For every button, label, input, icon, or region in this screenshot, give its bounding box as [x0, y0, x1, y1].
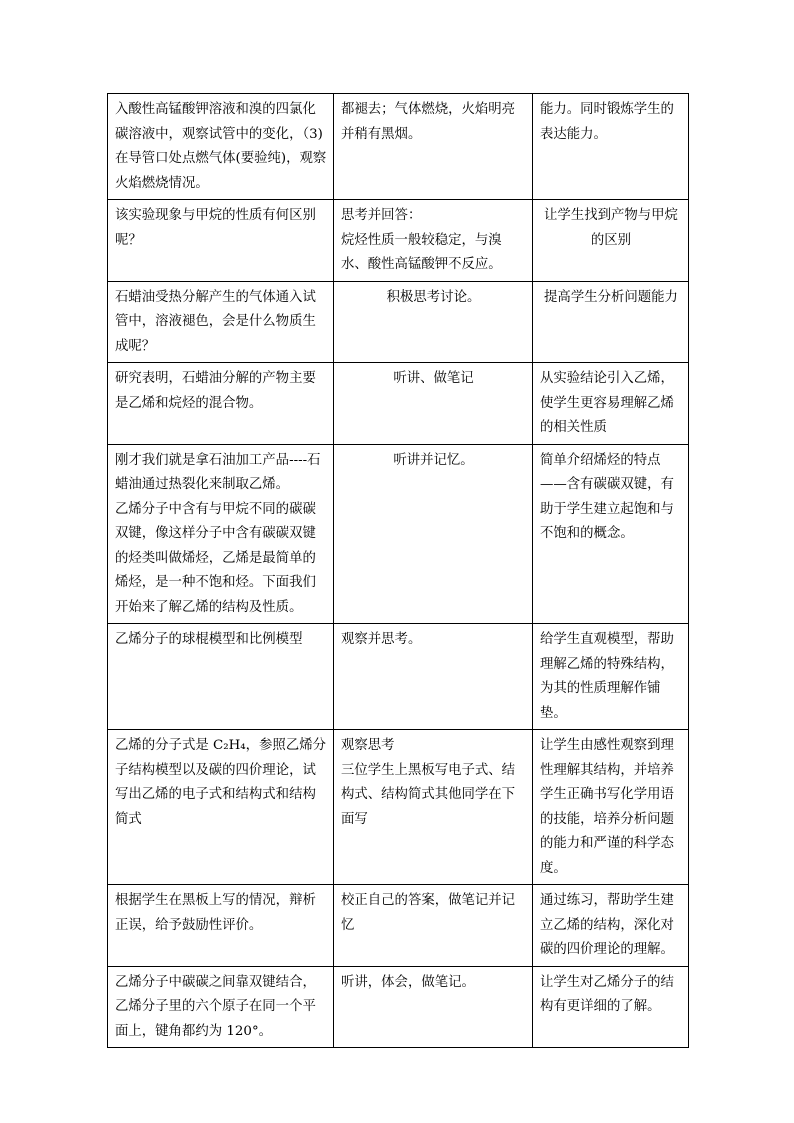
cell-text: 让学生找到产物与甲烷的区别 [544, 208, 678, 248]
cell-text: 思考并回答： [341, 208, 422, 223]
design-purpose-cell [533, 94, 689, 200]
teacher-activity-cell [108, 624, 334, 730]
cell-text: 都褪去；气体燃烧，火焰明亮并稍有黑烟。 [341, 102, 516, 142]
student-activity-cell [334, 885, 533, 967]
cell-text: 简单介绍烯烃的特点——含有碳碳双键，有助于学生建立起饱和与不饱和的概念。 [540, 452, 674, 541]
table-row [108, 730, 689, 885]
table-row [108, 885, 689, 967]
teacher-activity-cell [108, 200, 334, 282]
teacher-activity-cell [108, 281, 334, 363]
design-purpose-cell [533, 363, 689, 445]
cell-text: 给学生直观模型，帮助理解乙烯的特殊结构，为其的性质理解作铺垫。 [540, 632, 674, 721]
student-activity-cell [334, 624, 533, 730]
cell-text: 观察思考 [341, 738, 395, 753]
cell-text: 校正自己的答案，做笔记并记忆 [341, 893, 516, 933]
student-activity-cell [334, 94, 533, 200]
cell-text: 听讲并记忆。 [393, 452, 474, 468]
student-activity-cell [334, 281, 533, 363]
student-activity-cell [334, 444, 533, 624]
table-row [108, 281, 689, 363]
cell-text: 根据学生在黑板上写的情况，辩析正误，给予鼓励性评价。 [115, 893, 316, 933]
cell-text: 听讲、做笔记 [393, 371, 474, 386]
teacher-activity-cell [108, 966, 334, 1048]
cell-text: 该实验现象与甲烷的性质有何区别呢？ [115, 208, 316, 248]
student-activity-cell [334, 200, 533, 282]
table-row [108, 94, 689, 200]
lesson-plan-table [107, 93, 689, 1048]
cell-text: 让学生对乙烯分子的结构有更详细的了解。 [540, 974, 674, 1014]
design-purpose-cell [533, 624, 689, 730]
cell-text: 提高学生分析问题能力 [544, 289, 678, 305]
cell-text: 乙烯分子的球棍模型和比例模型 [115, 632, 303, 647]
cell-text: 烷烃性质一般较稳定，与溴水、酸性高锰酸钾不反应。 [341, 232, 502, 272]
student-activity-cell [334, 966, 533, 1048]
cell-text: 乙烯的分子式是 C₂H₄，参照乙烯分子结构模型以及碳的四价理论，试写出乙烯的电子式和结构式和结构简式 [115, 738, 326, 827]
table-row [108, 966, 689, 1048]
design-purpose-cell [533, 966, 689, 1048]
cell-text: 观察并思考。 [341, 632, 422, 647]
cell-text: 通过练习，帮助学生建立乙烯的结构，深化对碳的四价理论的理解。 [540, 893, 674, 957]
teacher-activity-cell [108, 730, 334, 885]
cell-text: 三位学生上黑板写电子式、结构式、结构简式其他同学在下面写 [341, 762, 516, 827]
cell-text: 乙烯分子中含有与甲烷不同的碳碳双键，像这样分子中含有碳碳双键的烃类叫做烯烃，乙烯是最简单的烯烃，是一种不饱和烃。下面我们开始来了解乙烯的结构及性质。 [115, 501, 316, 615]
cell-text: 能力。同时锻炼学生的表达能力。 [540, 102, 674, 142]
cell-text: 听讲，体会，做笔记。 [341, 974, 475, 990]
design-purpose-cell [533, 444, 689, 624]
cell-text: 让学生由感性观察到理性理解其结构，并培养学生正确书写化学用语的技能，培养分析问题的能力和严谨的科学态度。 [540, 738, 674, 876]
cell-text: 刚才我们就是拿石油加工产品----石蜡油通过热裂化来制取乙烯。 [115, 452, 321, 492]
student-activity-cell [334, 730, 533, 885]
cell-text: 从实验结论引入乙烯，使学生更容易理解乙烯的相关性质 [540, 371, 674, 435]
cell-text: 研究表明，石蜡油分解的产物主要是乙烯和烷烃的混合物。 [115, 371, 316, 411]
cell-text: 石蜡油受热分解产生的气体通入试管中，溶液褪色，会是什么物质生成呢？ [115, 289, 316, 354]
design-purpose-cell [533, 730, 689, 885]
cell-text: 积极思考讨论。 [386, 289, 481, 305]
cell-text: 入酸性高锰酸钾溶液和溴的四氯化碳溶液中，观察试管中的变化，（3)在导管口处点燃气体(要验纯)，观察火焰燃烧情况。 [115, 102, 327, 191]
teacher-activity-cell [108, 363, 334, 445]
table-row [108, 624, 689, 730]
cell-text: 乙烯分子中碳碳之间靠双键结合，乙烯分子里的六个原子在同一个平面上，键角都约为 120°。 [115, 974, 316, 1039]
design-purpose-cell [533, 885, 689, 967]
student-activity-cell [334, 363, 533, 445]
table-row [108, 444, 689, 624]
table-row [108, 363, 689, 445]
teacher-activity-cell [108, 94, 334, 200]
design-purpose-cell [533, 281, 689, 363]
teacher-activity-cell [108, 885, 334, 967]
design-purpose-cell [533, 200, 689, 282]
teacher-activity-cell [108, 444, 334, 624]
table-row [108, 200, 689, 282]
